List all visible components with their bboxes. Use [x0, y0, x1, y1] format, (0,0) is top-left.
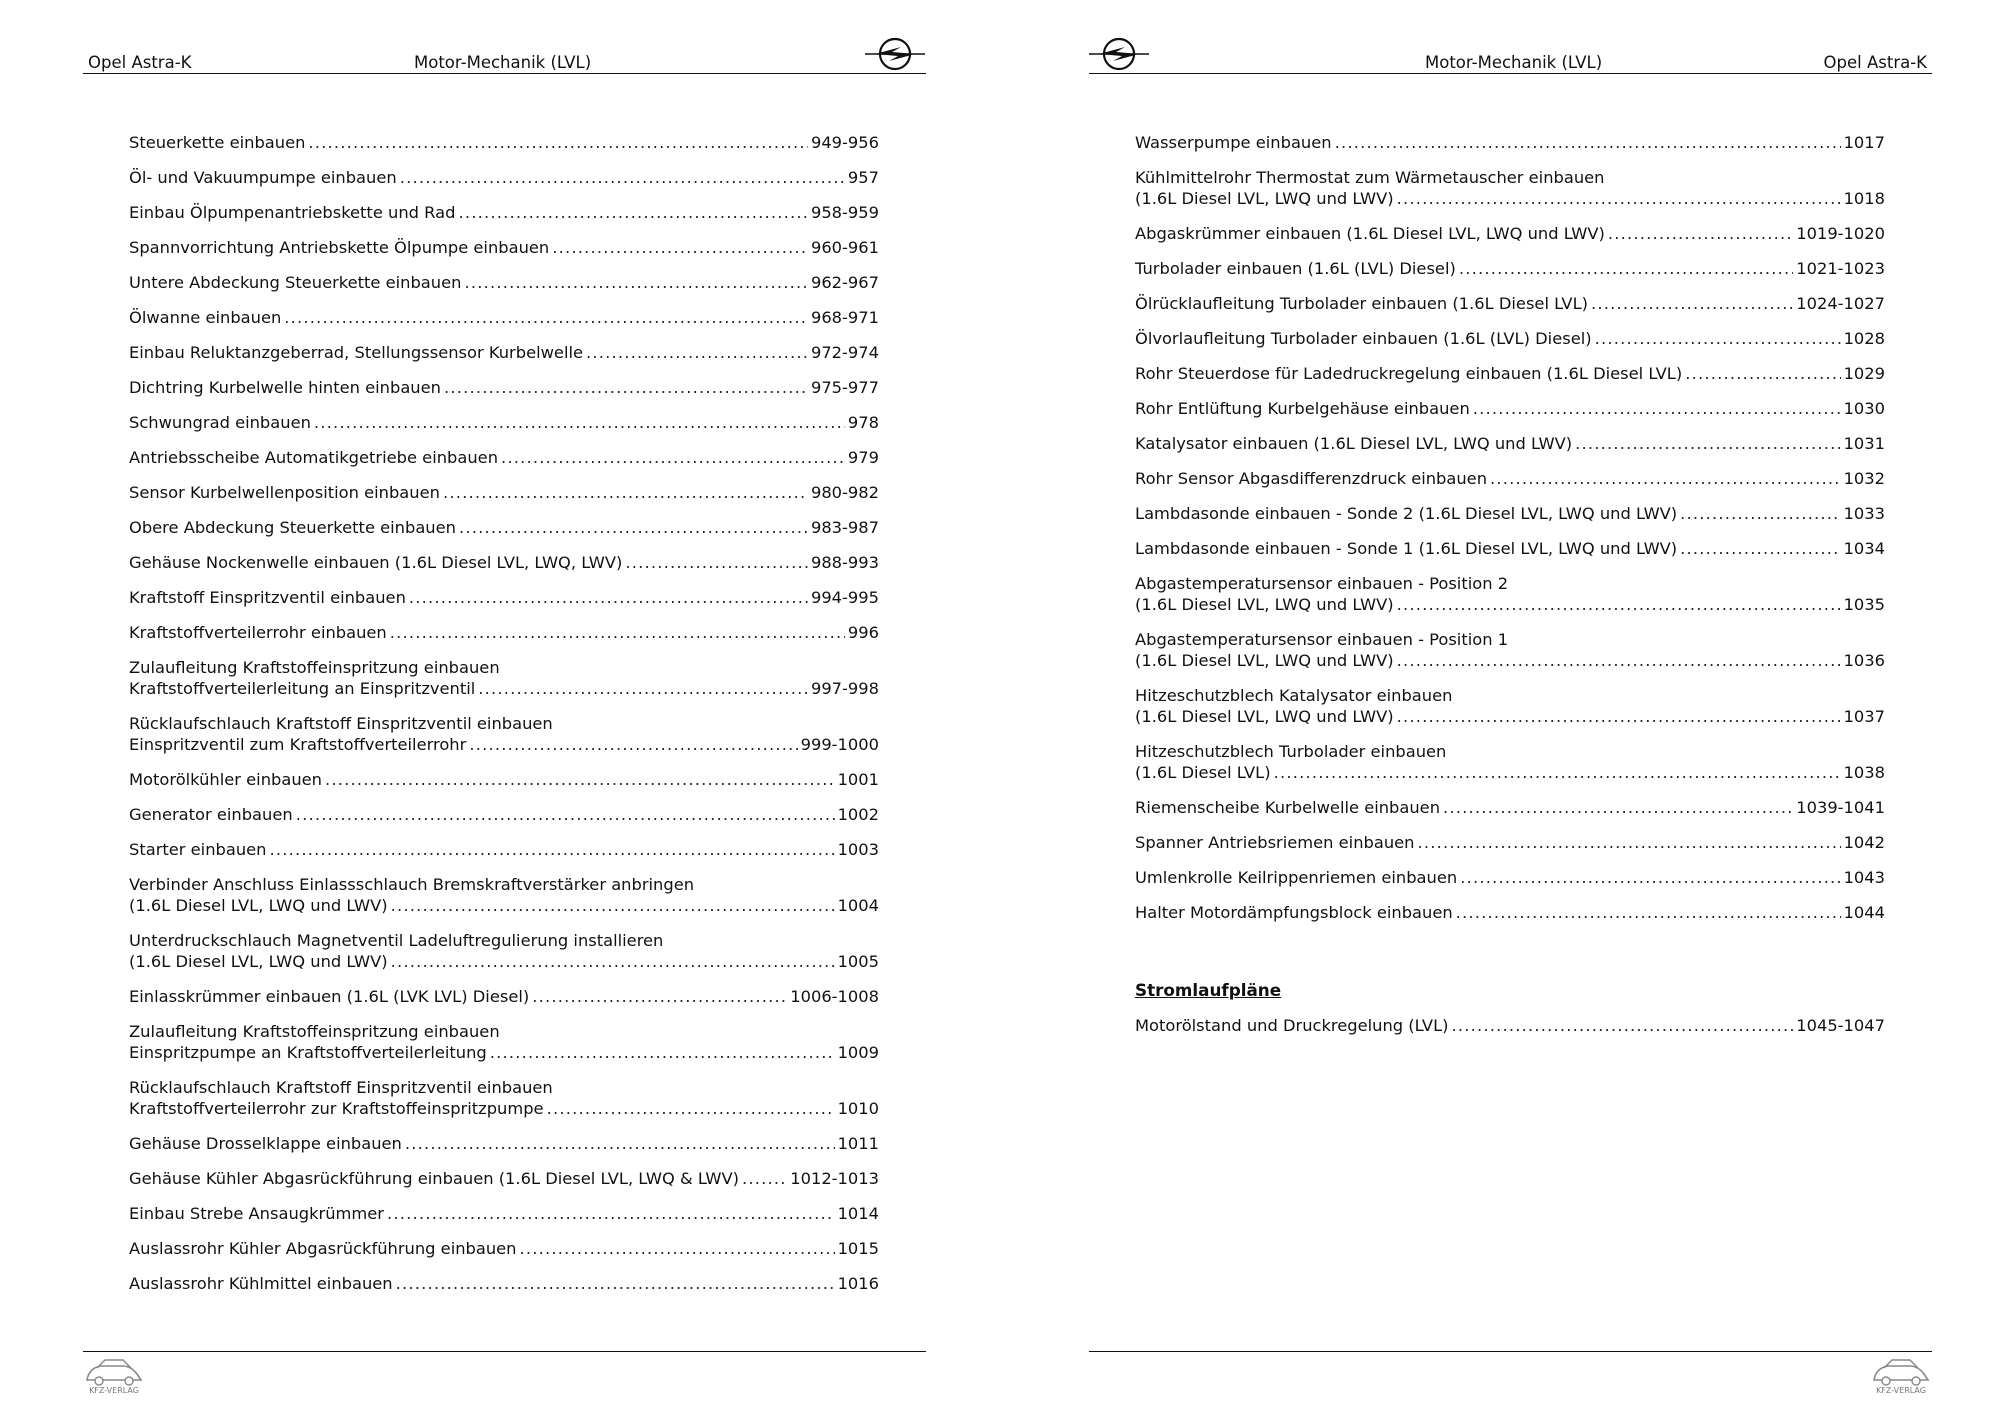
dot-leader — [1397, 594, 1841, 615]
toc-entry-title: Rohr Sensor Abgasdifferenzdruck einbauen — [1135, 469, 1488, 488]
toc-entry — [1135, 1015, 1885, 1036]
toc-entry-title: (1.6L Diesel LVL, LWQ und LWV) — [129, 952, 388, 971]
toc-entry-row — [129, 678, 879, 699]
toc-entry-title-line1: Hitzeschutzblech Turbolader einbauen — [1135, 742, 1447, 761]
opel-blitz-logo-icon — [865, 34, 925, 72]
toc-entry-page-number: 1028 — [1843, 329, 1885, 348]
toc-entry-page-number: 1032 — [1843, 469, 1885, 488]
header-section-title: Motor-Mechanik (LVL) — [1425, 53, 1603, 72]
dot-leader — [1335, 132, 1841, 153]
toc-entry-title: Auslassrohr Kühler Abgasrückführung einbauen — [129, 1239, 517, 1258]
toc-entry-row — [129, 342, 879, 363]
toc-entry-page-number: 1019-1020 — [1796, 224, 1885, 243]
toc-entry — [129, 342, 879, 363]
toc-entry-title: Kraftstoffverteilerrohr zur Kraftstoffeinspritzpumpe — [129, 1099, 544, 1118]
toc-entry-page-number: 1002 — [837, 805, 879, 824]
toc-entry-title-line1: Hitzeschutzblech Katalysator einbauen — [1135, 686, 1453, 705]
dot-leader — [547, 1098, 835, 1119]
toc-entry-row — [1135, 1015, 1885, 1036]
toc-entry — [1135, 398, 1885, 419]
toc-entry-page-number: 949-956 — [810, 133, 879, 152]
toc-entry — [129, 1077, 879, 1119]
toc-entry-page-number: 1006-1008 — [790, 987, 879, 1006]
toc-entry-row — [129, 237, 879, 258]
section-heading-stromlaufplaene: Stromlaufpläne — [1135, 980, 1282, 1000]
toc-entry — [129, 1273, 879, 1294]
toc-entry-title: Riemenscheibe Kurbelwelle einbauen — [1135, 798, 1441, 817]
toc-entry — [129, 713, 879, 755]
toc-entry-page-number: 1043 — [1843, 868, 1885, 887]
toc-entry-title: Turbolader einbauen (1.6L (LVL) Diesel) — [1135, 259, 1456, 278]
toc-entry-title-line1: Rücklaufschlauch Kraftstoff Einspritzventil einbauen — [129, 1078, 553, 1097]
toc-entry — [129, 657, 879, 699]
toc-entry-page-number: 1004 — [837, 896, 879, 915]
toc-entry-page-number: 1039-1041 — [1796, 798, 1885, 817]
toc-entry — [1135, 629, 1885, 671]
dot-leader — [325, 769, 835, 790]
toc-entry — [1135, 832, 1885, 853]
toc-entry-title: Einbau Reluktanzgeberrad, Stellungssensor Kurbelwelle — [129, 343, 584, 362]
toc-entry-row — [1135, 468, 1885, 489]
left-page — [83, 0, 926, 1413]
toc-entry-page-number: 979 — [847, 448, 879, 467]
toc-entry-row — [1135, 706, 1885, 727]
toc-entry — [129, 804, 879, 825]
toc-entry-page-number: 1029 — [1843, 364, 1885, 383]
toc-entry — [129, 237, 879, 258]
dot-leader — [1575, 433, 1840, 454]
toc-entry-row — [129, 622, 879, 643]
toc-entry-title-line1: Zulaufleitung Kraftstoffeinspritzung einbauen — [129, 658, 500, 677]
dot-leader — [552, 237, 808, 258]
toc-entry-title: (1.6L Diesel LVL, LWQ und LWV) — [1135, 707, 1394, 726]
toc-entry-title: Obere Abdeckung Steuerkette einbauen — [129, 518, 456, 537]
toc-entry — [129, 517, 879, 538]
svg-text:KFZ-VERLAG: KFZ-VERLAG — [89, 1386, 139, 1395]
toc-entry-row — [129, 986, 879, 1007]
toc-entry — [1135, 741, 1885, 783]
toc-entry-row — [1135, 797, 1885, 818]
right-page — [1089, 0, 1932, 1413]
kfz-verlag-logo-icon — [1870, 1354, 1932, 1398]
toc-entry-title: Ölvorlaufleitung Turbolader einbauen (1.6L (LVL) Diesel) — [1135, 329, 1592, 348]
dot-leader — [443, 482, 808, 503]
toc-entry-row — [129, 734, 879, 755]
toc-entry — [1135, 132, 1885, 153]
dot-leader — [490, 1042, 835, 1063]
toc-entry-row — [129, 412, 879, 433]
toc-entry-title: Sensor Kurbelwellenposition einbauen — [129, 483, 440, 502]
toc-entry-page-number: 1024-1027 — [1796, 294, 1885, 313]
opel-blitz-logo-icon — [1089, 34, 1149, 72]
toc-entry-title: Gehäuse Drosselklappe einbauen — [129, 1134, 402, 1153]
toc-entry-page-number: 1016 — [837, 1274, 879, 1293]
toc-entry-title: Einspritzpumpe an Kraftstoffverteilerleitung — [129, 1043, 487, 1062]
toc-entry-page-number: 994-995 — [810, 588, 879, 607]
dot-leader — [532, 986, 787, 1007]
dot-leader — [387, 1203, 835, 1224]
toc-entry — [129, 1133, 879, 1154]
toc-entry-title: Katalysator einbauen (1.6L Diesel LVL, LWQ und LWV) — [1135, 434, 1573, 453]
toc-entry-title: Rohr Steuerdose für Ladedruckregelung einbauen (1.6L Diesel LVL) — [1135, 364, 1683, 383]
toc-entry-title: Einbau Strebe Ansaugkrümmer — [129, 1204, 384, 1223]
toc-entry-page-number: 1014 — [837, 1204, 879, 1223]
toc-entry-title: Schwungrad einbauen — [129, 413, 311, 432]
header-section-title: Motor-Mechanik (LVL) — [414, 53, 592, 72]
toc-entry-title: Untere Abdeckung Steuerkette einbauen — [129, 273, 462, 292]
toc-entry-title: Ölwanne einbauen — [129, 308, 282, 327]
toc-entry — [129, 769, 879, 790]
toc-entry — [1135, 685, 1885, 727]
toc-entry-row — [129, 587, 879, 608]
toc-entry-row — [129, 167, 879, 188]
dot-leader — [1685, 363, 1840, 384]
toc-entry-page-number: 983-987 — [810, 518, 879, 537]
toc-entry-page-number: 1035 — [1843, 595, 1885, 614]
toc-entry-row — [129, 1042, 879, 1063]
toc-entry-page-number: 1042 — [1843, 833, 1885, 852]
toc-entry-row — [129, 895, 879, 916]
toc-entry-title-line1: Abgastemperatursensor einbauen - Position 1 — [1135, 630, 1509, 649]
dot-leader — [1397, 650, 1841, 671]
toc-entry-title: Starter einbauen — [129, 840, 267, 859]
dot-leader — [391, 895, 835, 916]
toc-entry-row — [1135, 832, 1885, 853]
toc-entry-row — [129, 804, 879, 825]
toc-entry-title: Motorölkühler einbauen — [129, 770, 322, 789]
toc-entry-title: Einspritzventil zum Kraftstoffverteilerrohr — [129, 735, 467, 754]
toc-entry-title: Kraftstoffverteilerrohr einbauen — [129, 623, 387, 642]
toc-entry — [1135, 258, 1885, 279]
toc-entry-row — [1135, 650, 1885, 671]
toc-entry-page-number: 1030 — [1843, 399, 1885, 418]
dot-leader — [458, 202, 808, 223]
dot-leader — [1452, 1015, 1794, 1036]
toc-entry-row — [1135, 188, 1885, 209]
toc-entry-title-line1: Abgastemperatursensor einbauen - Position 2 — [1135, 574, 1509, 593]
toc-entry-row — [129, 1098, 879, 1119]
toc-entry — [129, 167, 879, 188]
toc-entry-row — [1135, 867, 1885, 888]
toc-entry-title-line1: Verbinder Anschluss Einlassschlauch Bremskraftverstärker anbringen — [129, 875, 695, 894]
toc-entry-title: Kraftstoff Einspritzventil einbauen — [129, 588, 406, 607]
dot-leader — [586, 342, 808, 363]
table-of-contents — [129, 132, 879, 1308]
toc-entry — [129, 1203, 879, 1224]
dot-leader — [742, 1168, 787, 1189]
dot-leader — [1595, 328, 1841, 349]
toc-entry-title-line1: Rücklaufschlauch Kraftstoff Einspritzventil einbauen — [129, 714, 553, 733]
toc-entry-title: Abgaskrümmer einbauen (1.6L Diesel LVL, LWQ und LWV) — [1135, 224, 1605, 243]
dot-leader — [464, 272, 808, 293]
dot-leader — [1490, 468, 1841, 489]
toc-entry — [1135, 797, 1885, 818]
toc-entry-title-line1: Unterdruckschlauch Magnetventil Ladeluftregulierung installieren — [129, 931, 664, 950]
toc-entry — [1135, 293, 1885, 314]
toc-entry-title: (1.6L Diesel LVL, LWQ und LWV) — [1135, 651, 1394, 670]
dot-leader — [444, 377, 808, 398]
toc-entry — [129, 552, 879, 573]
header-rule — [83, 73, 926, 74]
footer-rule — [1089, 1351, 1932, 1352]
toc-entry-page-number: 957 — [847, 168, 879, 187]
dot-leader — [405, 1133, 835, 1154]
toc-entry-page-number: 1034 — [1843, 539, 1885, 558]
toc-entry — [129, 839, 879, 860]
toc-entry-page-number: 988-993 — [810, 553, 879, 572]
toc-entry-title: Spanner Antriebsriemen einbauen — [1135, 833, 1415, 852]
toc-entry-row — [129, 839, 879, 860]
dot-leader — [296, 804, 835, 825]
toc-entry-title: Gehäuse Kühler Abgasrückführung einbauen (1.6L Diesel LVL, LWQ & LWV) — [129, 1169, 740, 1188]
toc-entry — [129, 447, 879, 468]
toc-entry-row — [1135, 762, 1885, 783]
toc-entry — [1135, 902, 1885, 923]
dot-leader — [459, 517, 808, 538]
toc-entry-row — [129, 307, 879, 328]
dot-leader — [1418, 832, 1841, 853]
toc-entry-title: Generator einbauen — [129, 805, 293, 824]
toc-entry — [129, 986, 879, 1007]
toc-entry — [129, 482, 879, 503]
toc-entry-page-number: 996 — [847, 623, 879, 642]
toc-entry-title: Antriebsscheibe Automatikgetriebe einbauen — [129, 448, 499, 467]
toc-entry — [129, 1238, 879, 1259]
toc-entry — [1135, 468, 1885, 489]
toc-entry-title: Halter Motordämpfungsblock einbauen — [1135, 903, 1453, 922]
toc-entry — [129, 1168, 879, 1189]
dot-leader — [1397, 188, 1841, 209]
dot-leader — [1274, 762, 1841, 783]
toc-entry-row — [1135, 223, 1885, 244]
toc-entry-row — [129, 951, 879, 972]
toc-entry-title: Öl- und Vakuumpumpe einbauen — [129, 168, 397, 187]
toc-entry — [129, 587, 879, 608]
toc-entry-row — [129, 202, 879, 223]
toc-entry-title-line1: Kühlmittelrohr Thermostat zum Wärmetauscher einbauen — [1135, 168, 1605, 187]
toc-entry-title: Auslassrohr Kühlmittel einbauen — [129, 1274, 393, 1293]
toc-entry-page-number: 1001 — [837, 770, 879, 789]
dot-leader — [400, 167, 845, 188]
dot-leader — [1680, 503, 1840, 524]
toc-entry — [129, 412, 879, 433]
header-rule — [1089, 73, 1932, 74]
dot-leader — [308, 132, 808, 153]
dot-leader — [1397, 706, 1841, 727]
dot-leader — [409, 587, 808, 608]
toc-entry-row — [1135, 398, 1885, 419]
toc-entry-page-number: 1044 — [1843, 903, 1885, 922]
toc-entry-title: (1.6L Diesel LVL) — [1135, 763, 1271, 782]
toc-entry-page-number: 1045-1047 — [1796, 1016, 1885, 1035]
toc-entry-page-number: 1003 — [837, 840, 879, 859]
toc-entry — [129, 874, 879, 916]
toc-entry-page-number: 972-974 — [810, 343, 879, 362]
dot-leader — [625, 552, 808, 573]
toc-entry-page-number: 1012-1013 — [790, 1169, 879, 1188]
toc-entry-page-number: 968-971 — [810, 308, 879, 327]
toc-entry-row — [129, 132, 879, 153]
dot-leader — [520, 1238, 835, 1259]
toc-entry-title: Wasserpumpe einbauen — [1135, 133, 1332, 152]
toc-entry-row — [1135, 538, 1885, 559]
toc-entry-page-number: 1021-1023 — [1796, 259, 1885, 278]
toc-entry-title: (1.6L Diesel LVL, LWQ und LWV) — [1135, 595, 1394, 614]
toc-entry-page-number: 1011 — [837, 1134, 879, 1153]
toc-entry — [1135, 433, 1885, 454]
dot-leader — [1473, 398, 1841, 419]
toc-entry-page-number: 997-998 — [810, 679, 879, 698]
dot-leader — [284, 307, 808, 328]
toc-entry-row — [129, 482, 879, 503]
toc-entry-page-number: 1010 — [837, 1099, 879, 1118]
toc-entry-title: Einlasskrümmer einbauen (1.6L (LVK LVL) Diesel) — [129, 987, 530, 1006]
toc-entry-row — [1135, 503, 1885, 524]
toc-entry-title: Gehäuse Nockenwelle einbauen (1.6L Diesel LVL, LWQ, LWV) — [129, 553, 623, 572]
toc-entry — [1135, 328, 1885, 349]
toc-entry-title: (1.6L Diesel LVL, LWQ und LWV) — [129, 896, 388, 915]
toc-entry — [1135, 867, 1885, 888]
toc-entry-row — [129, 1238, 879, 1259]
toc-entry-page-number: 978 — [847, 413, 879, 432]
toc-entry — [1135, 167, 1885, 209]
toc-entry-row — [129, 377, 879, 398]
toc-entry-row — [1135, 433, 1885, 454]
toc-entry — [1135, 538, 1885, 559]
toc-entry-page-number: 960-961 — [810, 238, 879, 257]
toc-entry — [1135, 573, 1885, 615]
toc-entry-page-number: 962-967 — [810, 273, 879, 292]
header-brand: Opel Astra-K — [88, 53, 192, 72]
toc-entry-title: Spannvorrichtung Antriebskette Ölpumpe einbauen — [129, 238, 550, 257]
toc-entry-page-number: 999-1000 — [800, 735, 879, 754]
toc-entry — [129, 622, 879, 643]
toc-entry-row — [129, 552, 879, 573]
toc-entry-page-number: 1033 — [1843, 504, 1885, 523]
dot-leader — [391, 951, 835, 972]
toc-entry — [129, 272, 879, 293]
toc-entry-title: Lambdasonde einbauen - Sonde 1 (1.6L Diesel LVL, LWQ und LWV) — [1135, 539, 1678, 558]
toc-entry — [1135, 363, 1885, 384]
dot-leader — [501, 447, 845, 468]
dot-leader — [1459, 258, 1793, 279]
toc-entry-page-number: 1015 — [837, 1239, 879, 1258]
toc-entry-title: Lambdasonde einbauen - Sonde 2 (1.6L Diesel LVL, LWQ und LWV) — [1135, 504, 1678, 523]
toc-entry-page-number: 980-982 — [810, 483, 879, 502]
toc-entry-row — [1135, 258, 1885, 279]
toc-entry — [129, 202, 879, 223]
dot-leader — [1608, 223, 1793, 244]
footer-rule — [83, 1351, 926, 1352]
toc-entry-page-number: 1005 — [837, 952, 879, 971]
toc-entry-row — [129, 272, 879, 293]
toc-entry-page-number: 1036 — [1843, 651, 1885, 670]
dot-leader — [390, 622, 845, 643]
toc-entry — [1135, 223, 1885, 244]
toc-entry — [129, 132, 879, 153]
toc-entry — [129, 377, 879, 398]
header-brand: Opel Astra-K — [1823, 53, 1927, 72]
table-of-contents — [1135, 132, 1885, 937]
toc-entry-page-number: 1018 — [1843, 189, 1885, 208]
dot-leader — [314, 412, 845, 433]
dot-leader — [396, 1273, 835, 1294]
toc-entry-row — [129, 1168, 879, 1189]
toc-entry-title: Ölrücklaufleitung Turbolader einbauen (1.6L Diesel LVL) — [1135, 294, 1588, 313]
dot-leader — [478, 678, 808, 699]
toc-entry — [129, 1021, 879, 1063]
dot-leader — [1443, 797, 1793, 818]
toc-entry-row — [1135, 328, 1885, 349]
toc-entry-row — [1135, 293, 1885, 314]
toc-entry-title-line1: Zulaufleitung Kraftstoffeinspritzung einbauen — [129, 1022, 500, 1041]
dot-leader — [269, 839, 834, 860]
svg-text:KFZ-VERLAG: KFZ-VERLAG — [1876, 1386, 1926, 1395]
dot-leader — [1591, 293, 1793, 314]
toc-entry-page-number: 1031 — [1843, 434, 1885, 453]
toc-entry-row — [129, 769, 879, 790]
toc-entry-row — [129, 447, 879, 468]
toc-entry-row — [1135, 594, 1885, 615]
dot-leader — [1680, 538, 1840, 559]
kfz-verlag-logo-icon — [83, 1354, 145, 1398]
toc-entry — [1135, 503, 1885, 524]
dot-leader — [1456, 902, 1841, 923]
dot-leader — [1460, 867, 1840, 888]
toc-entry — [129, 307, 879, 328]
toc-entry-row — [129, 1203, 879, 1224]
toc-entry-title: Motorölstand und Druckregelung (LVL) — [1135, 1016, 1449, 1035]
toc-entry-title: Dichtring Kurbelwelle hinten einbauen — [129, 378, 441, 397]
toc-entry-row — [1135, 363, 1885, 384]
toc-entry-title: Umlenkrolle Keilrippenriemen einbauen — [1135, 868, 1458, 887]
toc-entry-page-number: 1009 — [837, 1043, 879, 1062]
toc-entry-page-number: 975-977 — [810, 378, 879, 397]
toc-entry-title: Einbau Ölpumpenantriebskette und Rad — [129, 203, 456, 222]
dot-leader — [469, 734, 797, 755]
table-of-contents-section-2 — [1135, 1015, 1885, 1050]
toc-entry — [129, 930, 879, 972]
toc-entry-page-number: 1038 — [1843, 763, 1885, 782]
toc-entry-title: Steuerkette einbauen — [129, 133, 306, 152]
toc-entry-row — [1135, 902, 1885, 923]
toc-entry-row — [1135, 132, 1885, 153]
toc-entry-row — [129, 517, 879, 538]
toc-entry-row — [129, 1133, 879, 1154]
toc-entry-page-number: 958-959 — [810, 203, 879, 222]
toc-entry-title: (1.6L Diesel LVL, LWQ und LWV) — [1135, 189, 1394, 208]
toc-entry-title: Kraftstoffverteilerleitung an Einspritzventil — [129, 679, 476, 698]
toc-entry-page-number: 1037 — [1843, 707, 1885, 726]
toc-entry-title: Rohr Entlüftung Kurbelgehäuse einbauen — [1135, 399, 1470, 418]
toc-entry-row — [129, 1273, 879, 1294]
toc-entry-page-number: 1017 — [1843, 133, 1885, 152]
